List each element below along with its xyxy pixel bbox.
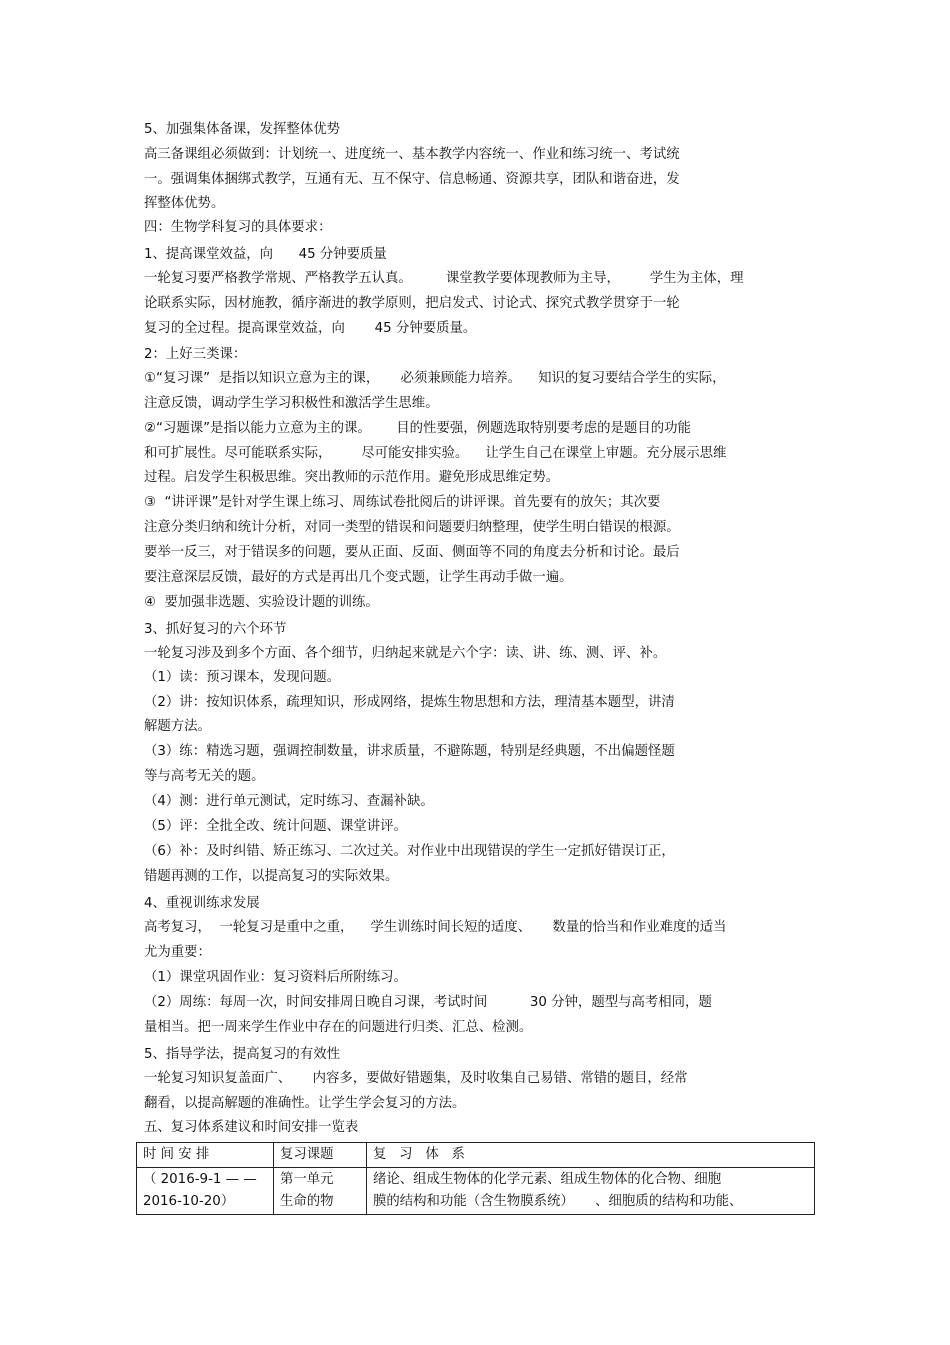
text-line: 3、抓好复习的六个环节 <box>144 622 287 637</box>
text-line: 翻看，以提高解题的准确性。让学生学会复习的方法。 <box>144 1096 466 1111</box>
text-line: （1）读：预习课本，发现问题。 <box>144 670 340 685</box>
text-line: 挥整体优势。 <box>144 196 225 211</box>
text-line: 论联系实际，因材施教，循序渐进的教学原则，把启发式、讨论式、探究式教学贯穿于一轮 <box>144 296 680 311</box>
text-line: 错题再测的工作，以提高复习的实际效果。 <box>144 869 399 884</box>
text-line: （3）练：精选习题，强调控制数量，讲求质量，不避陈题，特别是经典题，不出偏题怪题 <box>144 744 675 759</box>
table-header-row <box>137 1143 815 1168</box>
text-line: 高三备课组必须做到：计划统一、进度统一、基本教学内容统一、作业和练习统一、考试统 <box>144 147 680 162</box>
text-line: 一轮复习涉及到多个方面、各个细节，归纳起来就是六个字：读、讲、练、测、评、补。 <box>144 646 667 661</box>
header-time: 时 间 安 排 <box>137 1143 274 1168</box>
text-line: ④ 要加强非选题、实验设计题的训练。 <box>144 595 379 610</box>
text-line: ③ “讲评课”是针对学生课上练习、周练试卷批阅后的讲评课。首先要有的放矢；其次要 <box>144 495 661 510</box>
text-line: 五、复习体系建议和时间安排一览表 <box>144 1120 359 1135</box>
text-line: （2）周练：每周一次，时间安排周日晚自习课，考试时间 30 分钟，题型与高考相同，题 <box>144 995 712 1010</box>
text-line: 5、加强集体备课，发挥整体优势 <box>144 122 340 137</box>
text-line: 一轮复习要严格教学常规、严格教学五认真。 课堂教学要体现教师为主导， 学生为主体，理 <box>144 271 744 286</box>
text-line: 5、指导学法，提高复习的有效性 <box>144 1047 340 1062</box>
header-topic: 复习课题 <box>274 1143 367 1168</box>
text-line: 4、重视训练求发展 <box>144 896 260 911</box>
text-line: （6）补：及时纠错、矫正练习、二次过关。对作业中出现错误的学生一定抓好错误订正， <box>144 844 675 859</box>
cell-system: 绪论、组成生物体的化学元素、组成生物体的化合物、细胞 膜的结构和功能（含生物膜系统） 、细胞质的结构和功能、 <box>367 1168 815 1215</box>
text-line: 一轮复习知识复盖面广、 内容多，要做好错题集，及时收集自己易错、常错的题目，经常 <box>144 1071 688 1086</box>
text-line: 注意反馈，调动学生学习积极性和激活学生思维。 <box>144 396 439 411</box>
text-line: 等与高考无关的题。 <box>144 769 265 784</box>
text-line: 注意分类归纳和统计分析，对同一类型的错误和问题要归纳整理，使学生明白错误的根源。 <box>144 520 680 535</box>
text-line: 解题方法。 <box>144 719 211 734</box>
header-system: 复 习 体 系 <box>367 1143 815 1168</box>
text-line: （4）测：进行单元测试，定时练习、查漏补缺。 <box>144 794 434 809</box>
text-line: ①“复习课” 是指以知识立意为主的课， 必须兼顾能力培养。 知识的复习要结合学生的实际， <box>144 371 726 386</box>
text-line: 量相当。把一周来学生作业中存在的问题进行归类、汇总、检测。 <box>144 1020 533 1035</box>
text-line: 和可扩展性。尽可能联系实际， 尽可能安排实验。 让学生自己在课堂上审题。充分展示思维 <box>144 446 727 461</box>
text-line: 2：上好三类课： <box>144 347 247 362</box>
text-line: 一。强调集体捆绑式教学，互通有无、互不保守、信息畅通、资源共享，团队和谐奋进，发 <box>144 172 680 187</box>
review-schedule-table <box>136 1142 815 1215</box>
text-line: （1）课堂巩固作业：复习资料后所附练习。 <box>144 970 407 985</box>
text-line: （5）评：全批全改、统计问题、课堂讲评。 <box>144 819 407 834</box>
cell-time: （ 2016-9-1 — — 2016-10-20） <box>137 1168 274 1215</box>
text-line: 1、提高课堂效益，向 45 分钟要质量 <box>144 247 387 262</box>
text-line: 要举一反三，对于错误多的问题，要从正面、反面、侧面等不同的角度去分析和讨论。最后 <box>144 545 680 560</box>
text-line: 复习的全过程。提高课堂效益，向 45 分钟要质量。 <box>144 321 477 336</box>
cell-topic: 第一单元 生命的物 <box>274 1168 367 1215</box>
text-line: ②“习题课”是指以能力立意为主的课。 目的性要强，例题选取特别要考虑的是题目的功能 <box>144 421 691 436</box>
text-line: 过程。启发学生积极思维。突出教师的示范作用。避免形成思维定势。 <box>144 470 560 485</box>
text-line: 四：生物学科复习的具体要求： <box>144 220 332 235</box>
text-line: 高考复习， 一轮复习是重中之重， 学生训练时间长短的适度、 数量的恰当和作业难度的适当 <box>144 920 727 935</box>
text-line: （2）讲：按知识体系，疏理知识，形成网络，提炼生物思想和方法，理清基本题型，讲清 <box>144 695 675 710</box>
table-row <box>137 1168 815 1215</box>
text-line: 尤为重要： <box>144 945 211 960</box>
text-line: 要注意深层反馈，最好的方式是再出几个变式题，让学生再动手做一遍。 <box>144 570 573 585</box>
